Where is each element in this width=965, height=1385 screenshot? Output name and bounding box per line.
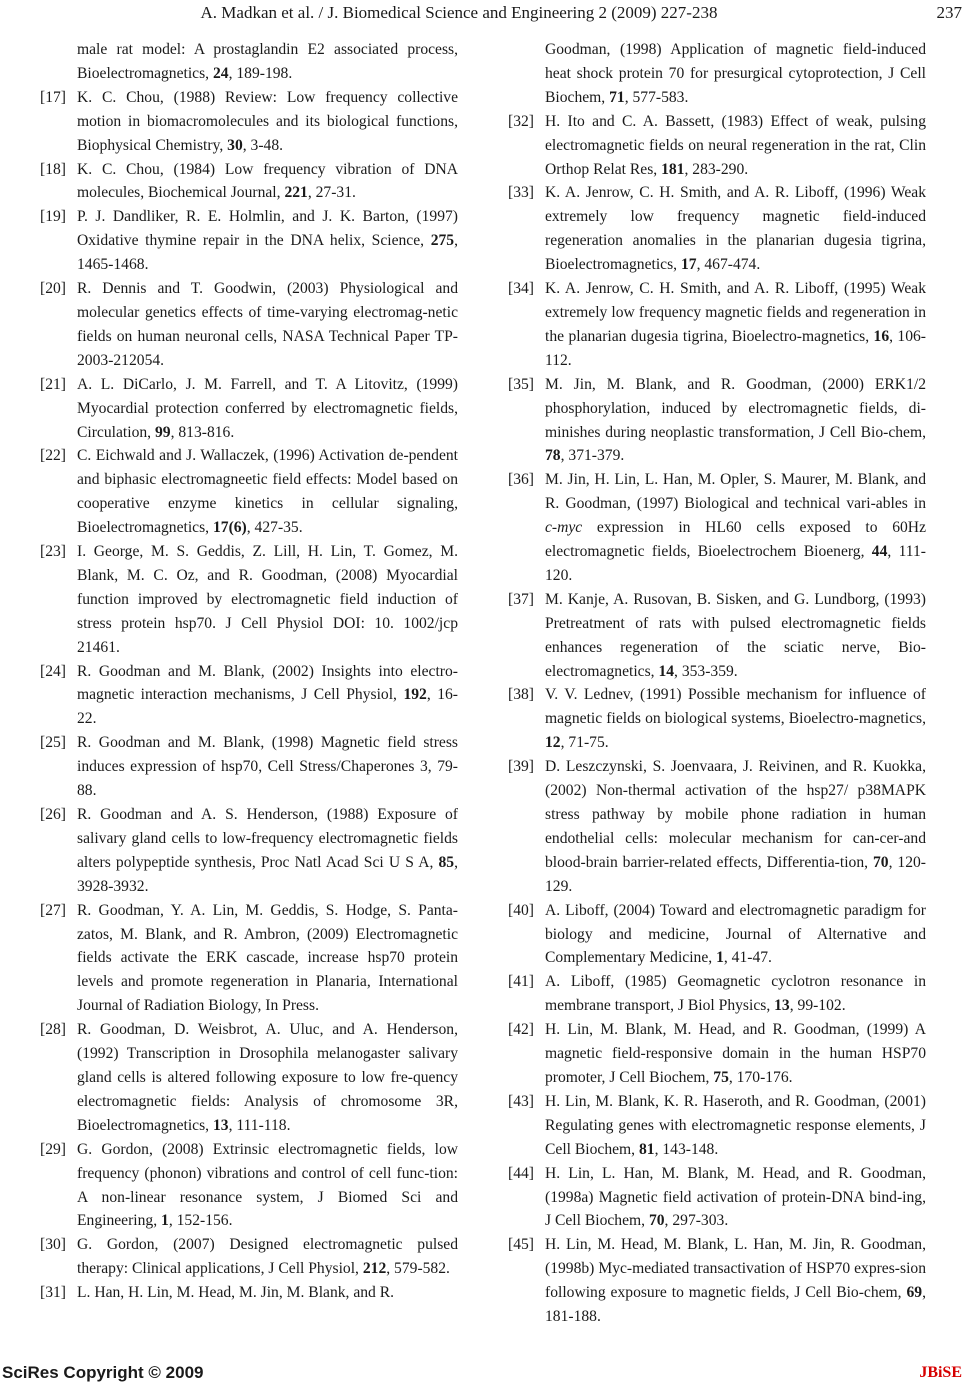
copyright-notice: SciRes Copyright © 2009 <box>2 1363 204 1382</box>
reference-text: H. Lin, M. Blank, M. Head, and R. Goodman, (1999) A magnetic field-responsive domain in the human HSP70 promoter, J Cell Biochem, 75, 170-176. <box>545 1021 926 1086</box>
reference-text: R. Goodman and M. Blank, (1998) Magnetic field stress induces expression of hsp70, Cell Stress/Chaperones 3, 79-88. <box>77 734 458 800</box>
reference-number: [22] <box>40 447 66 465</box>
reference-text: Goodman, (1998) Application of magnetic field-induced heat shock protein 70 for presurgical cytoprotection, J Cell Biochem, 71, 577-583. <box>545 41 926 106</box>
reference-number: [30] <box>40 1236 66 1254</box>
reference-text: R. Goodman, D. Weisbrot, A. Uluc, and A. Henderson, (1992) Transcription in Drosophila melanogaster salivary gland cells is altered following exposure to low fre-quency electromagnetic fields: Analysis of chromosome 3R, Bioelectromagnetics, 13, 111-118. <box>77 1021 458 1134</box>
reference-item <box>508 110 926 182</box>
reference-text: A. Liboff, (2004) Toward and electromagnetic paradigm for biology and medicine, Journal of Alternative and Complementary Medicine, 1, 41-47. <box>545 901 926 967</box>
reference-number: [27] <box>40 901 66 919</box>
reference-number: [31] <box>40 1284 66 1302</box>
reference-number: [17] <box>40 88 66 106</box>
reference-number: [34] <box>508 280 534 298</box>
reference-text: M. Jin, H. Lin, L. Han, M. Opler, S. Maurer, M. Blank, and R. Goodman, (1997) Biological and technical vari-ables in c-myc expression in HL60 cells exposed to 60Hz electromagnetic fields, Bioelectrochem Bioenerg, 44, 111- 120. <box>545 471 926 584</box>
reference-text: H. Lin, M. Head, M. Blank, L. Han, M. Jin, R. Goodman, (1998b) Myc-mediated transactivation of HSP70 expres-sion following exposure to magnetic fields, J Cell Bio-chem, 69, 181-188. <box>545 1236 926 1326</box>
right-column <box>508 38 926 1329</box>
reference-item <box>40 803 458 899</box>
reference-text: D. Leszczynski, S. Joenvaara, J. Reivinen, and R. Kuokka, (2002) Non-thermal activation of the hsp27/ p38MAPK stress pathway by mobile phone radiation in human endothelial cells: molecular mechanism for can-cer-and blood-brain barrier-related effects, Differentia-tion, 70, 120-129. <box>545 758 926 895</box>
reference-text: R. Goodman and M. Blank, (2002) Insights into electro-magnetic interaction mechanisms, J Cell Physiol, 192, 16-22. <box>77 662 458 728</box>
reference-number: [23] <box>40 543 66 561</box>
left-column <box>40 38 458 1305</box>
reference-item <box>40 731 458 803</box>
reference-text: K. A. Jenrow, C. H. Smith, and A. R. Liboff, (1995) Weak extremely low frequency magnetic fields and regeneration in the planarian dugesia tigrina, Bioelectro-magnetics, 16, 106-112. <box>545 280 926 369</box>
reference-number: [25] <box>40 734 66 752</box>
reference-text: V. V. Lednev, (1991) Possible mechanism for influence of magnetic fields on biological systems, Bioelectro-magnetics, 12, 71-75. <box>545 686 926 752</box>
reference-number: [36] <box>508 471 534 489</box>
reference-item <box>508 970 926 1018</box>
reference-number: [44] <box>508 1164 534 1182</box>
reference-number: [45] <box>508 1236 534 1254</box>
reference-item <box>40 1281 458 1305</box>
reference-text: H. Lin, L. Han, M. Blank, M. Head, and R. Goodman, (1998a) Magnetic field activation of protein-DNA bind-ing, J Cell Biochem, 70, 297-303. <box>545 1164 926 1230</box>
reference-number: [43] <box>508 1092 534 1110</box>
reference-number: [38] <box>508 686 534 704</box>
reference-text: P. J. Dandliker, R. E. Holmlin, and J. K. Barton, (1997) Oxidative thymine repair in the DNA helix, Science, 275, 1465-1468. <box>77 208 458 274</box>
running-title: A. Madkan et al. / J. Biomedical Science and Engineering 2 (2009) 227-238 <box>200 3 718 22</box>
reference-item <box>40 444 458 540</box>
reference-number: [33] <box>508 184 534 202</box>
reference-item <box>40 660 458 732</box>
reference-text: K. A. Jenrow, C. H. Smith, and A. R. Liboff, (1996) Weak extremely low frequency magnetic field-induced regeneration anomalies in the planarian dugesia tigrina, Bioelectromagnetics, 17, 467-474. <box>545 184 926 274</box>
reference-continuation <box>508 38 926 110</box>
reference-item <box>508 1018 926 1090</box>
reference-text: H. Lin, M. Blank, K. R. Haseroth, and R. Goodman, (2001) Regulating genes with electromagnetic response elements, J Cell Biochem, 81, 143-148. <box>545 1092 926 1158</box>
reference-item <box>508 373 926 469</box>
reference-number: [41] <box>508 973 534 991</box>
page-footer <box>0 1360 965 1385</box>
reference-text: M. Kanje, A. Rusovan, B. Sisken, and G. Lundborg, (1993) Pretreatment of rats with pulsed electromagnetic fields enhances regeneration of the sciatic nerve, Bio-electromagnetics, 14, 353-359. <box>545 590 926 680</box>
reference-item <box>40 1138 458 1234</box>
reference-text: C. Eichwald and J. Wallaczek, (1996) Activation de-pendent and biphasic electromagneetic field effects: Model based on cooperative enzyme kinetics in cellular signaling, Bioelectromagnetics, 17(6), 427-35. <box>77 447 458 537</box>
reference-continuation <box>40 38 458 86</box>
reference-item <box>40 540 458 660</box>
reference-number: [40] <box>508 901 534 919</box>
reference-text: A. Liboff, (1985) Geomagnetic cyclotron resonance in membrane transport, J Biol Physics, 13, 99-102. <box>545 973 926 1015</box>
reference-item <box>508 899 926 971</box>
reference-item <box>508 1233 926 1329</box>
reference-number: [18] <box>40 160 66 178</box>
reference-number: [20] <box>40 280 66 298</box>
reference-item <box>508 1162 926 1234</box>
page-number: 237 <box>936 3 962 22</box>
reference-text: A. L. DiCarlo, J. M. Farrell, and T. A Litovitz, (1999) Myocardial protection conferred by electromagnetic fields, Circulation, 99, 813-816. <box>77 375 458 441</box>
reference-item <box>40 277 458 373</box>
reference-item <box>508 468 926 588</box>
reference-item <box>508 277 926 373</box>
reference-item <box>40 1233 458 1281</box>
reference-number: [42] <box>508 1021 534 1039</box>
reference-text: R. Goodman and A. S. Henderson, (1988) Exposure of salivary gland cells to low-frequency electromagnetic fields alters polypeptide synthesis, Proc Natl Acad Sci U S A, 85, 3928-3932. <box>77 806 458 895</box>
reference-item <box>40 373 458 445</box>
reference-text: R. Goodman, Y. A. Lin, M. Geddis, S. Hodge, S. Panta-zatos, M. Blank, and R. Ambron, (2009) Electromagnetic fields activate the ERK cascade, increase hsp70 protein levels and promote regeneration in Planaria, International Journal of Radiation Biology, In Press. <box>77 901 458 1015</box>
reference-item <box>40 899 458 1019</box>
reference-number: [24] <box>40 662 66 680</box>
reference-item <box>508 683 926 755</box>
reference-text: male rat model: A prostaglandin E2 associated process, Bioelectromagnetics, 24, 189-198. <box>77 41 458 82</box>
reference-text: R. Dennis and T. Goodwin, (2003) Physiological and molecular genetics effects of time-varying electromag-netic fields on human neuronal cells, NASA Technical Paper TP-2003-212054. <box>77 280 458 369</box>
reference-text: M. Jin, M. Blank, and R. Goodman, (2000) ERK1/2 phosphorylation, induced by electromagnetic fields, di-minishes during neoplastic transformation, J Cell Bio-chem, 78, 371-379. <box>545 375 926 465</box>
reference-number: [29] <box>40 1140 66 1158</box>
reference-text: G. Gordon, (2007) Designed electromagnetic pulsed therapy: Clinical applications, J Cell Physiol, 212, 579-582. <box>77 1236 458 1278</box>
reference-number: [37] <box>508 590 534 608</box>
reference-text: K. C. Chou, (1984) Low frequency vibration of DNA molecules, Biochemical Journal, 221, 27-31. <box>77 160 458 202</box>
reference-item <box>40 86 458 158</box>
reference-item <box>508 588 926 684</box>
reference-number: [32] <box>508 112 534 130</box>
reference-text: I. George, M. S. Geddis, Z. Lill, H. Lin, T. Gomez, M. Blank, M. C. Oz, and R. Goodman, (2008) Myocardial function improved by electromagnetic field induction of stress protein hsp70. J Cell Physiol DOI: 10. 1002/jcp 21461. <box>77 543 458 656</box>
reference-list-left <box>40 86 458 1305</box>
reference-item <box>508 755 926 898</box>
running-header <box>0 0 965 26</box>
reference-number: [39] <box>508 758 534 776</box>
reference-list-right <box>508 110 926 1329</box>
reference-number: [28] <box>40 1021 66 1039</box>
reference-text: H. Ito and C. A. Bassett, (1983) Effect of weak, pulsing electromagnetic fields on neural regeneration in the rat, Clin Orthop Relat Res, 181, 283-290. <box>545 112 926 178</box>
reference-number: [21] <box>40 375 66 393</box>
reference-item <box>40 205 458 277</box>
journal-abbreviation: JBiSE <box>919 1364 962 1381</box>
reference-item <box>40 158 458 206</box>
reference-number: [19] <box>40 208 66 226</box>
reference-text: G. Gordon, (2008) Extrinsic electromagnetic fields, low frequency (phonon) vibrations and control of cell func-tion: A non-linear resonance system, J Biomed Sci and Engineering, 1, 152-156. <box>77 1140 458 1230</box>
reference-item <box>508 1090 926 1162</box>
reference-number: [26] <box>40 806 66 823</box>
reference-item <box>40 1018 458 1138</box>
reference-number: [35] <box>508 375 534 393</box>
reference-text: K. C. Chou, (1988) Review: Low frequency collective motion in biomacromolecules and its biological functions, Biophysical Chemistry, 30, 3-48. <box>77 88 458 154</box>
reference-text: L. Han, H. Lin, M. Head, M. Jin, M. Blank, and R. <box>77 1284 395 1302</box>
reference-item <box>508 181 926 277</box>
